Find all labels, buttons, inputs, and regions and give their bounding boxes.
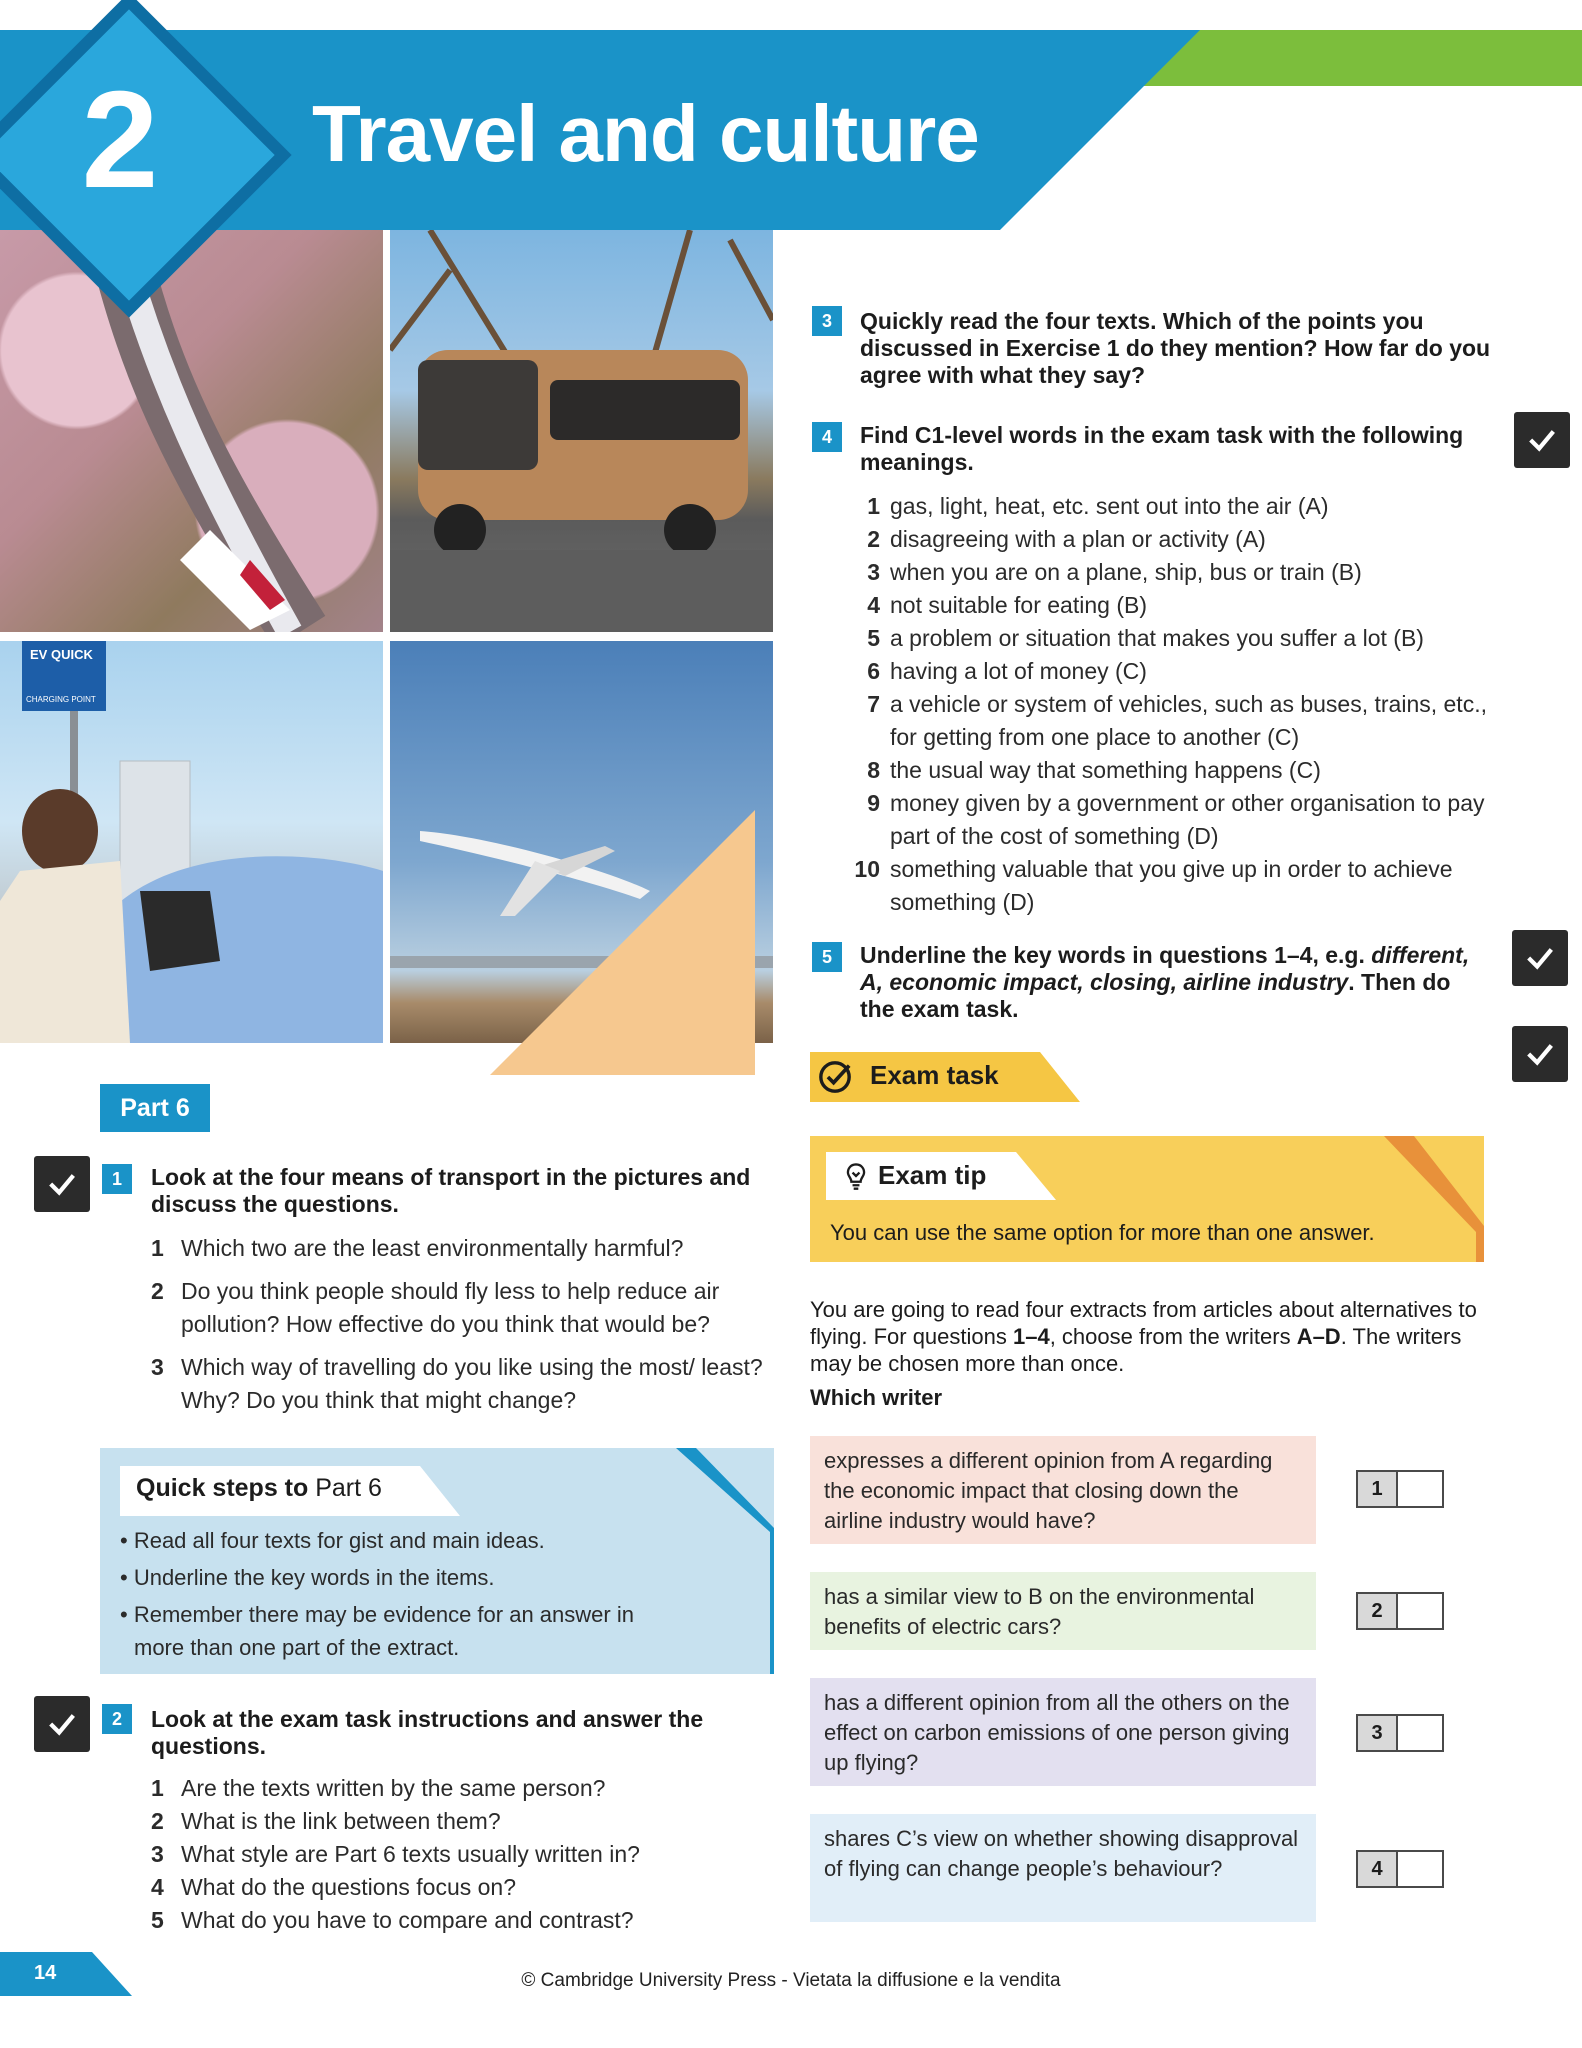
question-number: 2 bbox=[151, 1808, 164, 1834]
task-instructions bbox=[810, 1296, 1500, 1377]
exercise-2-checkbox[interactable] bbox=[34, 1696, 90, 1752]
exercise-1-checkbox[interactable] bbox=[34, 1156, 90, 1212]
quick-steps-title-bold: Quick steps to bbox=[136, 1474, 309, 1502]
list-item bbox=[151, 1772, 771, 1805]
item-number: 8 bbox=[867, 757, 880, 783]
exam-task-label: Exam task bbox=[870, 1060, 999, 1090]
list-item bbox=[151, 1275, 771, 1341]
question-4-text: shares C’s view on whether showing disapproval of flying can change people’s behaviour? bbox=[810, 1814, 1316, 1922]
answer-number: 1 bbox=[1358, 1472, 1398, 1506]
item-number: 4 bbox=[867, 592, 880, 618]
list-item bbox=[151, 1232, 771, 1265]
item-number: 3 bbox=[867, 559, 880, 585]
list-item bbox=[850, 556, 1500, 589]
instructions-part-1: You are going to read four extracts from articles about alternatives to flying. For questions bbox=[810, 1297, 1477, 1349]
quick-steps-title-part: Part 6 bbox=[315, 1474, 382, 1502]
item-text: money given by a government or other organisation to pay part of the cost of something (D) bbox=[890, 790, 1485, 849]
item-text: gas, light, heat, etc. sent out into the air (A) bbox=[890, 493, 1329, 519]
exercise-4-heading: Find C1-level words in the exam task with the following meanings. bbox=[860, 422, 1464, 475]
instructions-part-2: , choose from the writers bbox=[1049, 1324, 1297, 1349]
exercise-2-number: 2 bbox=[102, 1704, 132, 1734]
photo-bus bbox=[390, 230, 773, 632]
item-number: 2 bbox=[867, 526, 880, 552]
exercise-1-heading: Look at the four means of transport in the pictures and discuss the questions. bbox=[151, 1164, 751, 1217]
list-item bbox=[850, 754, 1500, 787]
item-number: 6 bbox=[867, 658, 880, 684]
checkmark-icon bbox=[1525, 423, 1559, 457]
exercise-1-questions bbox=[151, 1232, 771, 1417]
part-label: Part 6 bbox=[100, 1084, 210, 1132]
list-item bbox=[850, 589, 1500, 622]
question-text: Which two are the least environmentally harmful? bbox=[181, 1235, 684, 1261]
quick-steps-title bbox=[136, 1474, 382, 1503]
exercise-4-checkbox[interactable] bbox=[1514, 412, 1570, 468]
question-text: What do the questions focus on? bbox=[181, 1874, 516, 1900]
item-number: 10 bbox=[854, 856, 880, 882]
answer-box-1[interactable] bbox=[1356, 1470, 1444, 1508]
question-text: Do you think people should fly less to help reduce air pollution? How effective do you think that would be? bbox=[181, 1278, 720, 1337]
list-item bbox=[151, 1805, 771, 1838]
exam-tip-text: You can use the same option for more than one answer. bbox=[830, 1220, 1375, 1245]
list-item bbox=[151, 1904, 771, 1937]
list-item bbox=[850, 853, 1500, 919]
ev-sign-subtext: CHARGING POINT bbox=[26, 695, 96, 704]
list-item: • Remember there may be evidence for an answer in more than one part of the extract. bbox=[120, 1602, 634, 1660]
item-number: 9 bbox=[867, 790, 880, 816]
question-text: Are the texts written by the same person? bbox=[181, 1775, 606, 1801]
item-text: a problem or situation that makes you suffer a lot (B) bbox=[890, 625, 1424, 651]
ev-sign-text: EV QUICK bbox=[30, 647, 93, 662]
exercise-3-heading: Quickly read the four texts. Which of the points you discussed in Exercise 1 do they mention? How far do you agree with what they say? bbox=[860, 308, 1491, 388]
list-item bbox=[850, 655, 1500, 688]
question-number: 3 bbox=[151, 1354, 164, 1380]
which-writer-label: Which writer bbox=[810, 1385, 943, 1410]
item-number: 1 bbox=[867, 493, 880, 519]
item-number: 5 bbox=[867, 625, 880, 651]
question-number: 5 bbox=[151, 1907, 164, 1933]
question-1-text: expresses a different opinion from A regarding the economic impact that closing down the airline industry would have? bbox=[810, 1436, 1316, 1544]
exercise-2-heading: Look at the exam task instructions and answer the questions. bbox=[151, 1706, 704, 1759]
item-number: 7 bbox=[867, 691, 880, 717]
question-number: 1 bbox=[151, 1235, 164, 1261]
checkmark-icon bbox=[1523, 1037, 1557, 1071]
exercise-2-questions bbox=[151, 1772, 771, 1937]
list-item bbox=[151, 1871, 771, 1904]
question-number: 3 bbox=[151, 1841, 164, 1867]
item-text: the usual way that something happens (C) bbox=[890, 757, 1321, 783]
exercise-4-list bbox=[850, 490, 1500, 919]
exercise-5-number: 5 bbox=[812, 942, 842, 972]
question-text: What is the link between them? bbox=[181, 1808, 501, 1834]
answer-box-3[interactable] bbox=[1356, 1714, 1444, 1752]
item-text: a vehicle or system of vehicles, such as buses, trains, etc., for getting from one place to another (C) bbox=[890, 691, 1487, 750]
list-item: • Underline the key words in the items. bbox=[120, 1565, 495, 1590]
item-text: having a lot of money (C) bbox=[890, 658, 1147, 684]
list-item bbox=[151, 1351, 771, 1417]
page-number: 14 bbox=[34, 1962, 57, 1984]
unit-title: Travel and culture bbox=[312, 89, 979, 178]
item-text: disagreeing with a plan or activity (A) bbox=[890, 526, 1266, 552]
answer-number: 2 bbox=[1358, 1594, 1398, 1628]
item-text: something valuable that you give up in order to achieve something (D) bbox=[890, 856, 1453, 915]
question-number: 1 bbox=[151, 1775, 164, 1801]
lightbulb-icon bbox=[842, 1161, 870, 1191]
exercise-5-heading-end: . Then do the exam task. bbox=[860, 969, 1451, 1022]
instructions-writers: A–D bbox=[1296, 1324, 1341, 1349]
answer-number: 3 bbox=[1358, 1716, 1398, 1750]
copyright-notice: © Cambridge University Press - Vietata la diffusione e la vendita bbox=[521, 1970, 1061, 1991]
answer-number: 4 bbox=[1358, 1852, 1398, 1886]
exercise-5-checkbox[interactable] bbox=[1512, 930, 1568, 986]
question-text: What style are Part 6 texts usually written in? bbox=[181, 1841, 640, 1867]
checkmark-icon bbox=[45, 1707, 79, 1741]
unit-number: 2 bbox=[81, 63, 159, 217]
exercise-5-heading-start: Underline the key words in questions 1–4, e.g. bbox=[860, 942, 1372, 968]
answer-box-2[interactable] bbox=[1356, 1592, 1444, 1630]
exercise-1-number: 1 bbox=[102, 1164, 132, 1194]
question-2-text: has a similar view to B on the environmental benefits of electric cars? bbox=[810, 1572, 1316, 1650]
list-item bbox=[850, 622, 1500, 655]
instructions-range: 1–4 bbox=[1012, 1324, 1050, 1349]
exercise-5-heading bbox=[860, 942, 1480, 1023]
photo-train bbox=[0, 230, 383, 632]
photo-ev-charging bbox=[0, 641, 383, 1043]
list-item bbox=[850, 490, 1500, 523]
question-number: 4 bbox=[151, 1874, 164, 1900]
item-text: when you are on a plane, ship, bus or train (B) bbox=[890, 559, 1362, 585]
question-3-text: has a different opinion from all the others on the effect on carbon emissions of one person giving up flying? bbox=[810, 1678, 1316, 1786]
item-text: not suitable for eating (B) bbox=[890, 592, 1147, 618]
checkmark-icon bbox=[45, 1167, 79, 1201]
exercise-3-number: 3 bbox=[812, 306, 842, 336]
list-item: • Read all four texts for gist and main ideas. bbox=[120, 1528, 545, 1553]
instructions-part-3: . The writers may be chosen more than once. bbox=[810, 1324, 1462, 1376]
exercise-5-keywords: different, A, economic impact, closing, airline industry bbox=[860, 942, 1470, 995]
question-number: 2 bbox=[151, 1278, 164, 1304]
exam-tip-label: Exam tip bbox=[878, 1160, 987, 1190]
exercise-4-number: 4 bbox=[812, 422, 842, 452]
exam-task-checkbox[interactable] bbox=[1512, 1026, 1568, 1082]
answer-box-4[interactable] bbox=[1356, 1850, 1444, 1888]
list-item bbox=[850, 688, 1500, 754]
list-item bbox=[151, 1838, 771, 1871]
check-circle-icon bbox=[818, 1060, 852, 1094]
list-item bbox=[850, 787, 1500, 853]
quick-steps-list bbox=[120, 1524, 690, 1664]
question-text: What do you have to compare and contrast? bbox=[181, 1907, 634, 1933]
question-text: Which way of travelling do you like using the most/ least? Why? Do you think that might change? bbox=[181, 1354, 763, 1413]
list-item bbox=[850, 523, 1500, 556]
checkmark-icon bbox=[1523, 941, 1557, 975]
